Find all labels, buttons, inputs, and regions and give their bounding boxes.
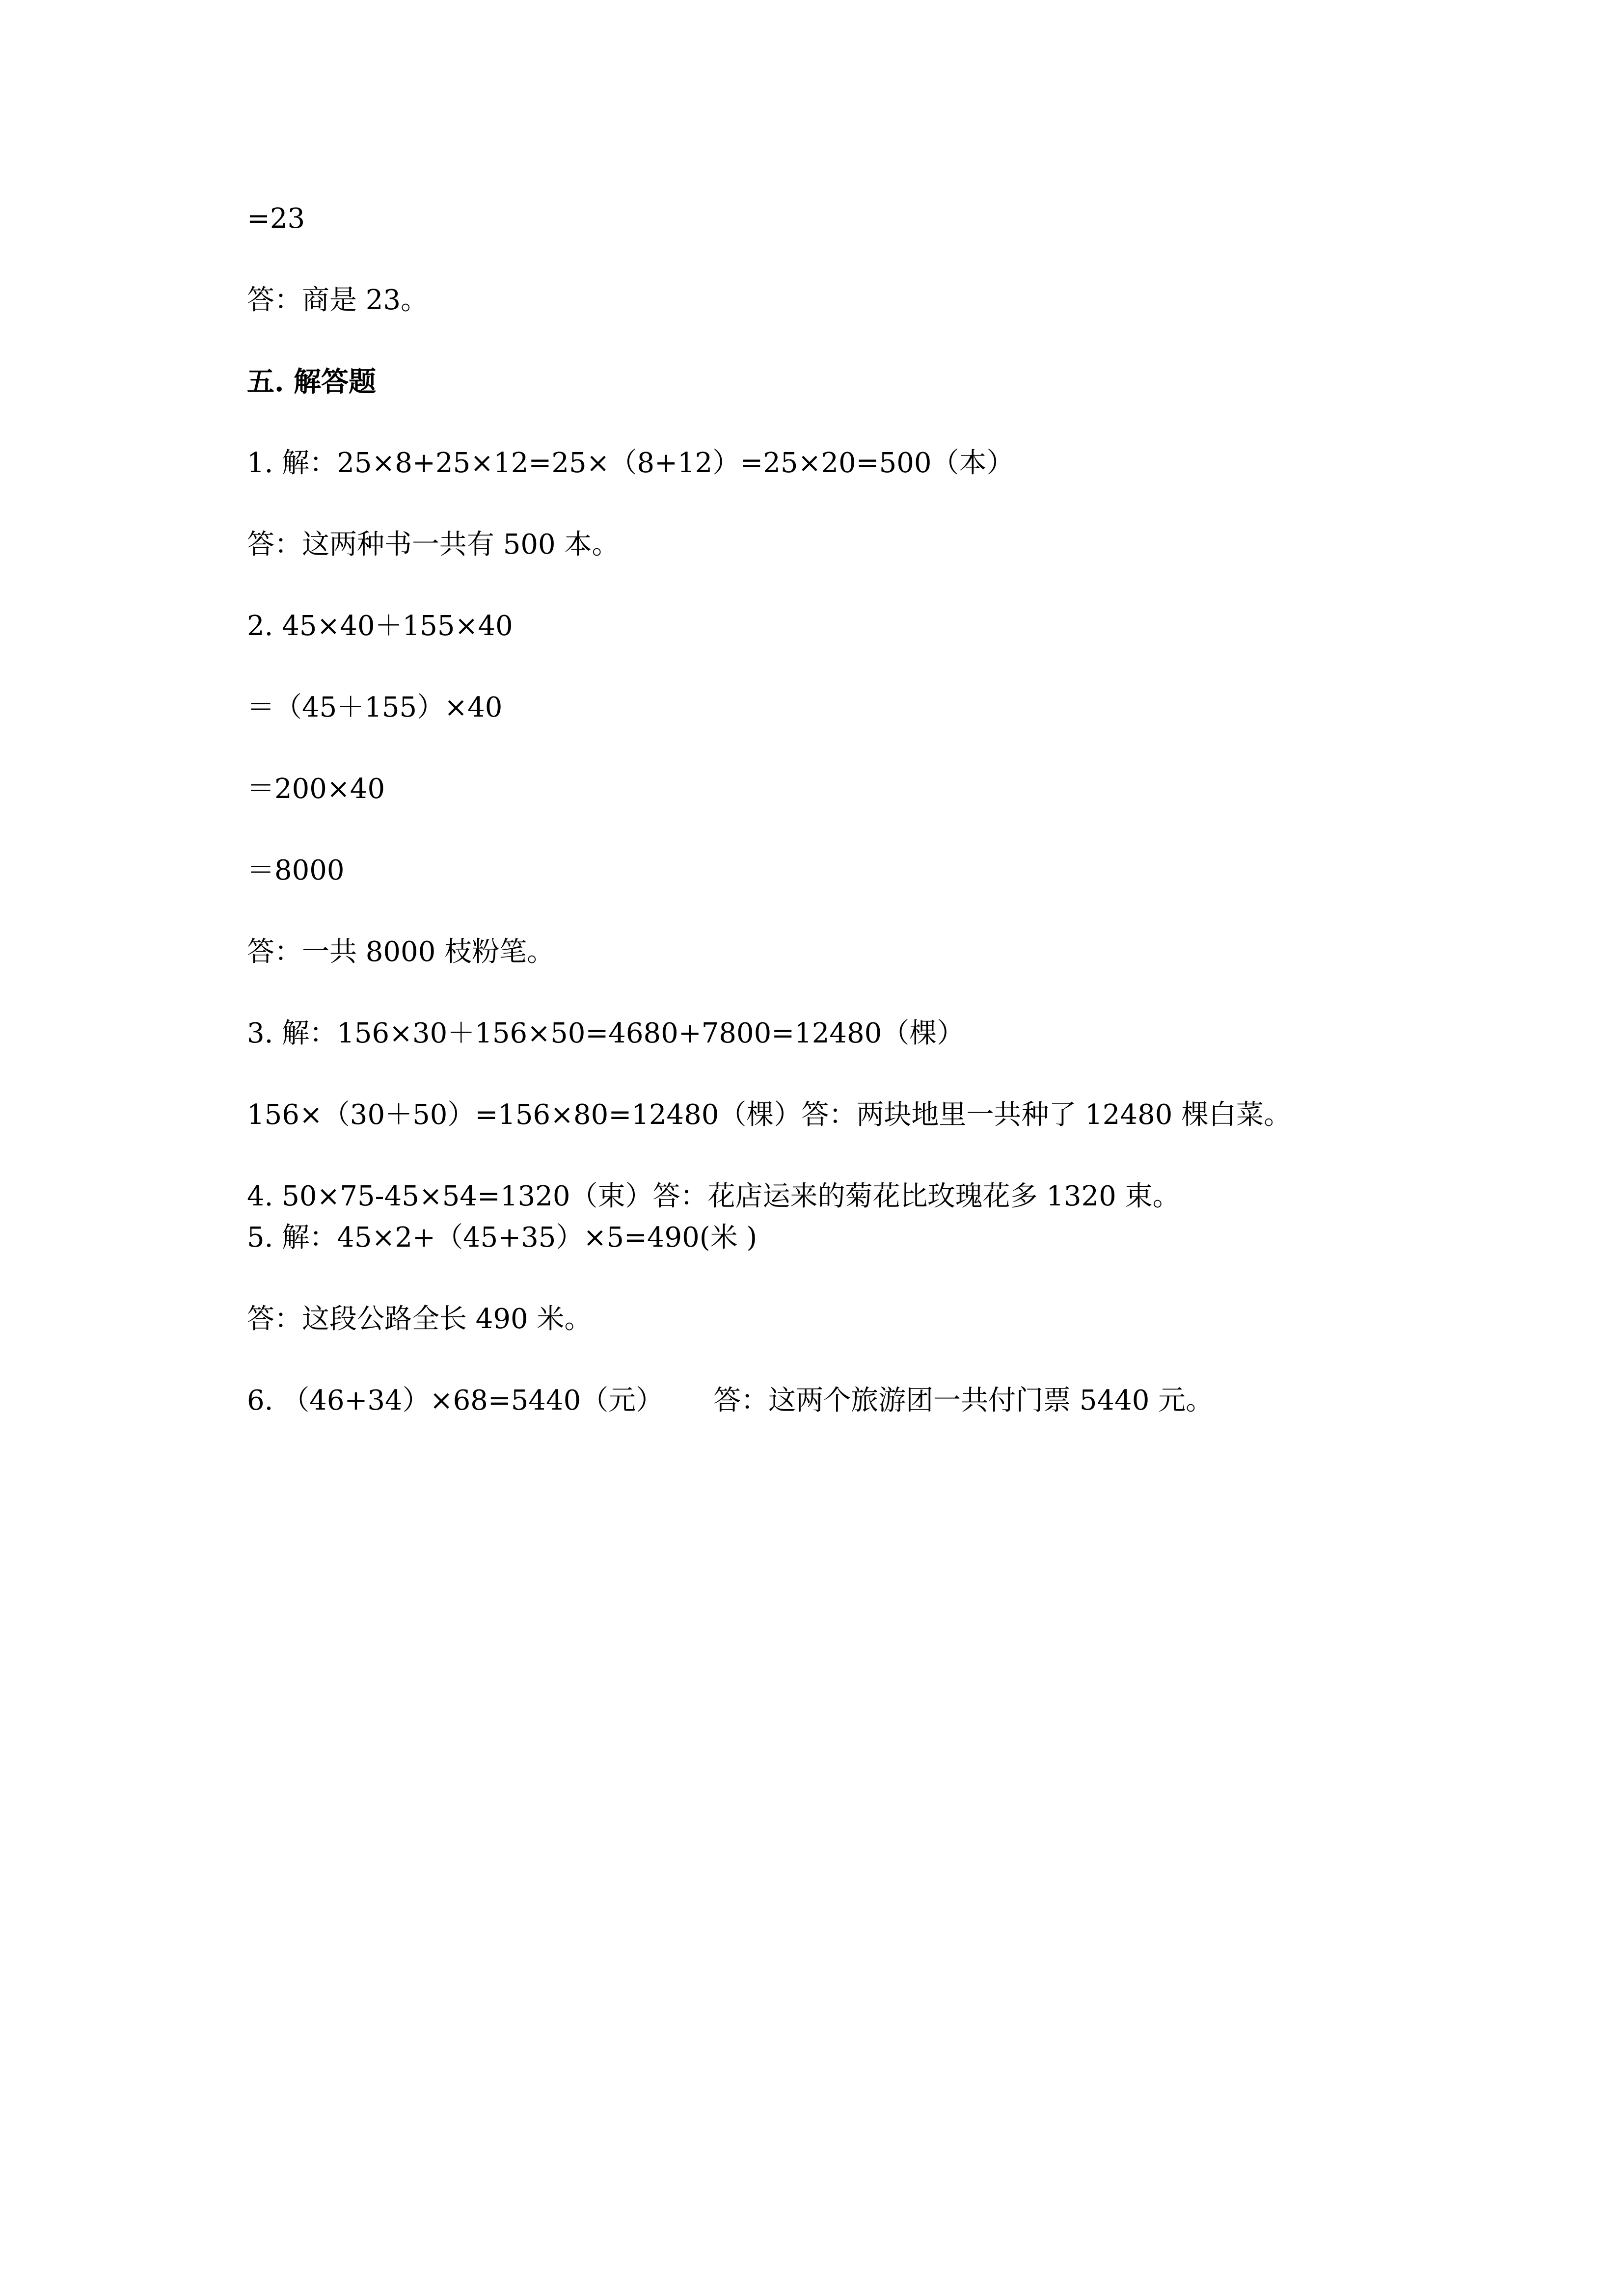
problem-5-solution: 5. 解：45×2+（45+35）×5=490(米 ) bbox=[247, 1222, 758, 1254]
problem-2-answer: 答：一共 8000 枝粉笔。 bbox=[247, 936, 555, 968]
section-heading: 五. 解答题 bbox=[247, 366, 376, 398]
answer-line-quotient: 答：商是 23。 bbox=[247, 284, 429, 316]
problem-3-solution: 3. 解：156×30＋156×50=4680+7800=12480（棵） bbox=[247, 1017, 965, 1049]
problem-5-answer: 答：这段公路全长 490 米。 bbox=[247, 1303, 592, 1335]
problem-4-solution-and-answer: 4. 50×75-45×54=1320（束）答：花店运来的菊花比玫瑰花多 1320 束。 bbox=[247, 1180, 1180, 1212]
problem-1-solution: 1. 解：25×8+25×12=25×（8+12）=25×20=500（本） bbox=[247, 447, 1014, 479]
problem-2-step-1: ＝（45＋155）×40 bbox=[247, 692, 503, 723]
equation-result-line: =23 bbox=[247, 203, 305, 235]
problem-1-answer: 答：这两种书一共有 500 本。 bbox=[247, 529, 620, 561]
problem-2-step-2: ＝200×40 bbox=[247, 773, 385, 805]
problem-6-solution-and-answer: 6. （46+34）×68=5440（元） 答：这两个旅游团一共付门票 5440 元。 bbox=[247, 1385, 1214, 1416]
problem-2-expression: 2. 45×40＋155×40 bbox=[247, 610, 513, 642]
problem-3-alternative-and-answer: 156×（30＋50）=156×80=12480（棵）答：两块地里一共种了 12480 棵白菜。 bbox=[247, 1099, 1292, 1131]
problem-2-step-3: ＝8000 bbox=[247, 854, 345, 886]
